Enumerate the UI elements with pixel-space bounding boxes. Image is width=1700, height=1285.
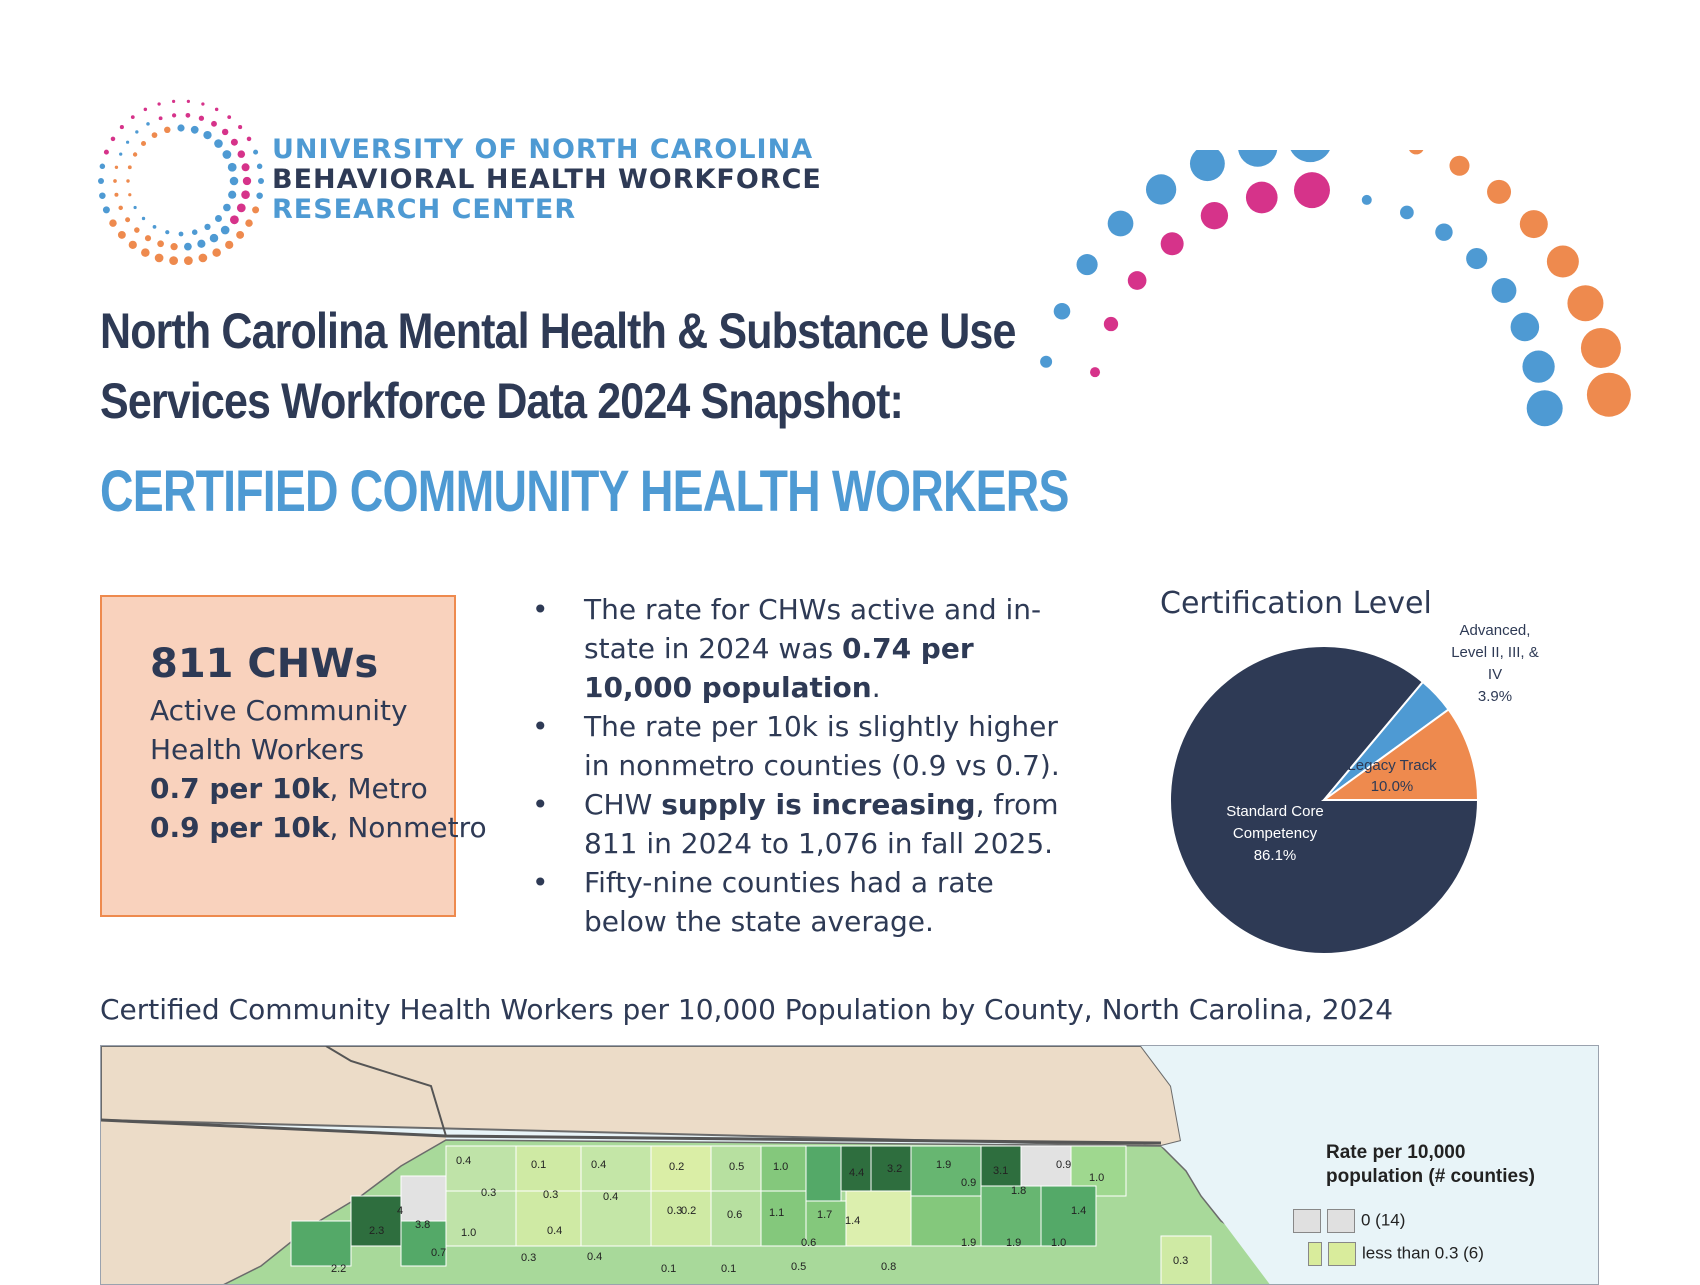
county-rate-label: 0.3 [543,1189,559,1201]
org-name-line2: BEHAVIORAL HEALTH WORKFORCE [272,164,822,195]
county-rate-label: 0.4 [591,1159,607,1171]
county-rate-label: 0.2 [681,1205,697,1217]
finding-item: • The rate per 10k is slightly higher in nonmetro counties (0.9 vs 0.7). [532,710,1060,782]
decorative-dot [1201,202,1228,229]
logo-dot [221,226,230,235]
county-rate-label: 3.8 [415,1219,431,1231]
stat-nonmetro: 0.9 per 10k, Nonmetro [150,811,487,844]
stat-desc-line1: Active Community [150,694,408,727]
county-rate-label: 1.7 [817,1209,833,1221]
logo-dot [192,229,198,235]
county-rate-label: 1.4 [845,1215,861,1227]
logo-dot [247,137,252,142]
logo-dot [243,177,251,185]
logo-dot [231,139,238,146]
logo-dot [238,150,246,158]
logo-dot [128,193,131,196]
logo-dot [126,141,129,144]
decorative-dot [1511,313,1540,342]
decorative-dot [1104,317,1118,331]
logo-dot [184,256,193,265]
logo-dot [152,132,158,138]
logo-dot [215,108,218,111]
decorative-dot [1487,180,1511,204]
logo-dot [211,121,217,127]
county-rate-label: 1.1 [769,1207,785,1219]
logo-dot [222,129,228,135]
decorative-dot [1294,172,1330,208]
county-rate-label: 1.9 [961,1237,977,1249]
decorative-dot [1054,303,1071,320]
pie-label-advanced-line1: Advanced, [1459,622,1531,639]
county-rate-label: 4.4 [849,1167,865,1179]
logo-dot [199,116,204,121]
logo-ring-icon [92,92,270,270]
logo-dot [214,139,223,148]
logo-dot [100,164,105,169]
logo-dot [225,241,233,249]
logo-dot [256,192,263,199]
logo-dot [164,127,170,133]
logo-dot [186,113,191,118]
county-rate-label: 0.8 [881,1261,897,1273]
decorative-dot [1040,356,1052,368]
logo-dot [179,232,184,237]
logo-dot [177,124,184,131]
logo-dot [169,256,178,265]
county-rate-label: 0.4 [547,1225,563,1237]
county-rate-label: 0.4 [587,1251,603,1263]
decorative-dot [1581,328,1621,368]
county-rate-label: 0.6 [727,1209,743,1221]
logo-dot [103,206,110,213]
logo-dot [257,164,262,169]
key-findings-list [520,590,1080,941]
logo-dot [104,150,109,155]
county-rate-label: 0.4 [603,1191,619,1203]
county-rate-map [100,1045,1599,1285]
logo-dot [118,206,122,210]
county-rate-label: 0.7 [431,1247,447,1259]
county-rate-label: 0.1 [531,1159,547,1171]
stat-metro: 0.7 per 10k, Metro [150,772,428,805]
logo-dot [131,115,135,119]
logo-dot [252,206,259,213]
logo-dot [230,177,239,186]
county-rate-label: 0.4 [456,1155,472,1167]
county-rate-label: 2.2 [331,1263,347,1275]
certification-pie-chart [1150,620,1700,960]
logo-dot [129,241,137,249]
pie-label-advanced-value: 3.9% [1477,688,1513,705]
logo-dot [230,215,239,224]
decorative-dot [1466,248,1487,269]
logo-dot [237,203,246,212]
logo-dot [191,126,199,134]
logo-dot [144,108,147,111]
org-name-line3: RESEARCH CENTER [272,194,577,225]
logo-dot [141,141,146,146]
finding-item: • CHW supply is increasing, from 811 in 2024 to 1,076 in fall 2025. [532,788,1059,860]
logo-dot [212,248,221,257]
pie-label-standard-value: 86.1% [1253,847,1297,864]
county-rate-label: 4 [397,1205,404,1217]
logo-dot [184,243,192,251]
legend-item-zero: 0 (14) [1293,1209,1405,1233]
logo-dot [111,137,116,142]
county-rate-label: 1.0 [1051,1237,1067,1249]
county-rate-label: 0.2 [669,1161,685,1173]
logo-dot [245,219,252,226]
decorative-dot [1288,150,1332,162]
logo-dot [253,150,258,155]
county-rate-label: 0.9 [1056,1159,1072,1171]
decorative-dot [1408,150,1424,154]
logo-dot [201,102,204,105]
logo-dot [133,152,137,156]
logo-dot [142,217,145,220]
logo-dot [134,227,140,233]
county-rate-label: 0.5 [729,1161,745,1173]
logo-dot [210,234,218,242]
logo-dot [145,235,151,241]
logo-dot [99,192,106,199]
county-rate-label: 0.1 [661,1263,677,1275]
page-subtitle: CERTIFIED COMMUNITY HEALTH WORKERS [100,459,1069,524]
logo-dot [215,215,222,222]
county-rate-label: 0.1 [721,1263,737,1275]
pie-label-standard-line2: Competency [1232,825,1318,842]
decorative-dot [1362,195,1372,205]
logo-dot [223,204,231,212]
decorative-dot [1492,278,1517,303]
pie-label-standard-line1: Standard Core [1226,803,1324,820]
logo-dot [119,153,122,156]
logo-dot [153,225,157,229]
legend-item-low: less than 0.3 (6) [1308,1242,1484,1266]
logo-dot [199,254,208,263]
county-rate-label: 0.3 [667,1205,683,1217]
county-rate-label: 1.0 [773,1161,789,1173]
logo-dot [197,240,205,248]
logo-dot [159,116,163,120]
stat-desc-line2: Health Workers [150,733,365,766]
logo-dot [228,163,237,172]
stat-box [100,595,487,917]
finding-item: • Fifty-nine counties had a rate below the state average. [532,866,994,938]
county-rate-label: 0.3 [521,1252,537,1264]
logo-dot [141,248,150,257]
logo-dot [170,243,177,250]
decorative-dot [1090,367,1100,377]
logo-dot [146,122,150,126]
pie-label-legacy-value: 10.0% [1370,778,1414,795]
county-rate-label: 1.9 [936,1159,952,1171]
logo-dot [155,254,164,263]
county-rate-label: 0.5 [791,1261,807,1273]
county-rate-label: 0.3 [1173,1255,1189,1267]
legend-title: Rate per 10,000 population (# counties) [1326,1142,1535,1187]
logo-dot [241,190,250,199]
decorative-dot [1527,390,1563,426]
logo-dot [238,125,242,129]
decorative-dot [1520,210,1548,238]
pie-chart-title: Certification Level [1160,586,1432,621]
decorative-dot-arcs [1020,150,1660,490]
logo-dot [236,231,244,239]
county-rate-label: 1.0 [1089,1172,1105,1184]
logo-dot [135,130,138,133]
logo-dot [133,206,136,209]
county-rate-label: 3.1 [993,1165,1009,1177]
logo-dot [120,125,124,129]
pie-label-legacy-line1: Legacy Track [1347,757,1437,774]
decorative-dot [1108,211,1134,237]
decorative-dot [1567,285,1603,321]
logo-dot [126,179,129,182]
logo-dot [258,178,264,184]
logo-dot [118,231,126,239]
county-rate-label: 3.2 [887,1163,903,1175]
page-title-line1: North Carolina Mental Health & Substance Use [100,303,1016,359]
decorative-dot [1238,150,1277,167]
logo-dot [113,179,117,183]
logo-dot [227,115,231,119]
decorative-dot [1400,206,1414,220]
county-rate-label: 0.3 [481,1187,497,1199]
logo-dot [98,178,104,184]
finding-item: • The rate for CHWs active and in-state in 2024 was 0.74 per 10,000 population. [532,593,1042,704]
county-rate-label: 2.3 [369,1225,385,1237]
logo-dot [172,113,176,117]
logo-dot [157,102,160,105]
logo-dot [204,224,210,230]
pie-label-advanced-line2: Level II, III, & [1451,644,1539,661]
decorative-dot [1246,182,1278,214]
decorative-dot [1190,150,1225,181]
logo-dot [165,230,169,234]
county-rate-label: 1.4 [1071,1205,1087,1217]
page-title-line2: Services Workforce Data 2024 Snapshot: [100,373,903,429]
decorative-dot [1161,232,1184,255]
org-name-line1: UNIVERSITY OF NORTH CAROLINA [272,134,814,165]
stat-count: 811 CHWs [150,641,379,687]
logo-dot [223,150,232,159]
county-rate-label: 0.9 [961,1177,977,1189]
logo-dot [172,100,175,103]
logo-dot [228,191,236,199]
county-rate-label: 0.6 [801,1237,817,1249]
pie-label-advanced-line3: IV [1487,666,1503,683]
decorative-dot [1522,351,1554,383]
logo-dot [128,165,132,169]
logo-dot [203,131,211,139]
map-title: Certified Community Health Workers per 10,000 Population by County, North Carolina, 2024 [100,993,1394,1026]
logo-dot [115,166,118,169]
logo-dot [157,240,164,247]
county-rate-label: 1.8 [1011,1185,1027,1197]
logo-dot [114,193,118,197]
decorative-dot [1547,246,1579,278]
logo-dot [109,219,116,226]
logo-dot [187,100,190,103]
decorative-dot [1449,156,1469,176]
decorative-dot [1146,174,1176,204]
logo-dot [242,163,250,171]
county-rate-label: 1.9 [1006,1237,1022,1249]
county-rate-label: 1.0 [461,1227,477,1239]
logo-dot [125,217,130,222]
decorative-dot [1128,271,1147,290]
decorative-dot [1077,254,1098,275]
decorative-dot [1435,224,1452,241]
decorative-dot [1587,373,1631,417]
